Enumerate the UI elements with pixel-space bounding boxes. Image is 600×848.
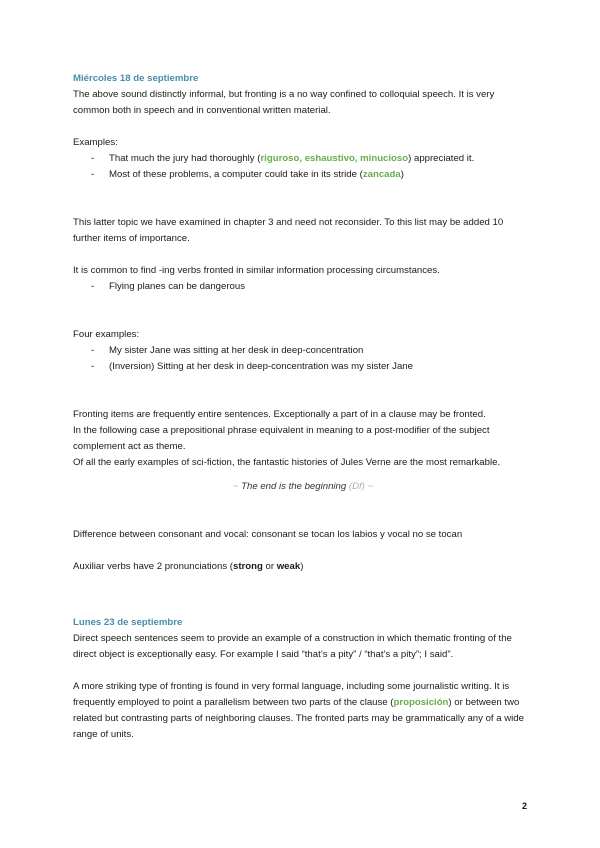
section-heading-monday: Lunes 23 de septiembre bbox=[73, 617, 183, 628]
paragraph-direct-speech: Direct speech sentences seem to provide an example of a construction in which thematic fronting of the direct object is exceptionally easy. For example I said “that’s a pity” / “that’s a pity”; I said”. bbox=[73, 633, 512, 660]
paragraph-fronting-informal: The above sound distinctly informal, but fronting is a no way confined to colloquial speech. It is very common both in speech and in conventional written material. bbox=[73, 89, 495, 116]
list-item: - Most of these problems, a computer could take in its stride (zancada) bbox=[73, 167, 533, 183]
examples-label: Examples: bbox=[73, 137, 118, 148]
paragraph-latter-topic: This latter topic we have examined in chapter 3 and need not reconsider. To this list may be added 10 further items of importance. bbox=[73, 217, 504, 244]
list-item: - Flying planes can be dangerous bbox=[73, 279, 533, 295]
paragraph-prepositional-phrase: In the following case a prepositional phrase equivalent in meaning to a post-modifier of the subject complement act as theme. bbox=[73, 425, 490, 452]
paragraph-formal-fronting: A more striking type of fronting is found in very formal language, including some journalistic writing. It is frequently employed to point a parallelism between two parts of the clause (proposición) or between two related but contrasting parts of neighboring clauses. The fronted parts may be grammatically any of a wide range of units. bbox=[73, 681, 524, 740]
quote-line: ~ The end is the beginning (Df) ~ bbox=[232, 481, 374, 492]
ing-examples-list bbox=[73, 279, 533, 295]
paragraph-jules-verne: Of all the early examples of sci-fiction, the fantastic histories of Jules Verne are the most remarkable. bbox=[73, 457, 501, 468]
paragraph-auxiliar-verbs: Auxiliar verbs have 2 pronunciations (strong or weak) bbox=[73, 561, 304, 572]
quote-attribution: (Df) bbox=[348, 481, 365, 492]
four-examples-list bbox=[73, 343, 533, 375]
examples-list bbox=[73, 151, 533, 183]
list-item: - That much the jury had thoroughly (riguroso, eshaustivo, minucioso) appreciated it. bbox=[73, 151, 533, 167]
paragraph-consonant-vocal: Difference between consonant and vocal: consonant se tocan los labios y vocal no se tocan bbox=[73, 529, 463, 540]
list-item: - (Inversion) Sitting at her desk in deep-concentration was my sister Jane bbox=[73, 359, 533, 375]
four-examples-label: Four examples: bbox=[73, 329, 140, 340]
paragraph-fronting-sentences: Fronting items are frequently entire sentences. Exceptionally a part of in a clause may be fronted. bbox=[73, 409, 486, 420]
translation-highlight: proposición bbox=[393, 697, 449, 708]
translation-highlight: zancada bbox=[362, 169, 401, 180]
paragraph-ing-verbs: It is common to find -ing verbs fronted in similar information processing circumstances. bbox=[73, 265, 440, 276]
section-heading-wednesday: Miércoles 18 de septiembre bbox=[73, 73, 199, 84]
list-item: - My sister Jane was sitting at her desk in deep-concentration bbox=[73, 343, 533, 359]
page-number: 2 bbox=[521, 801, 527, 811]
document-page bbox=[73, 71, 533, 743]
translation-highlight: riguroso, eshaustivo, minucioso bbox=[260, 153, 409, 164]
